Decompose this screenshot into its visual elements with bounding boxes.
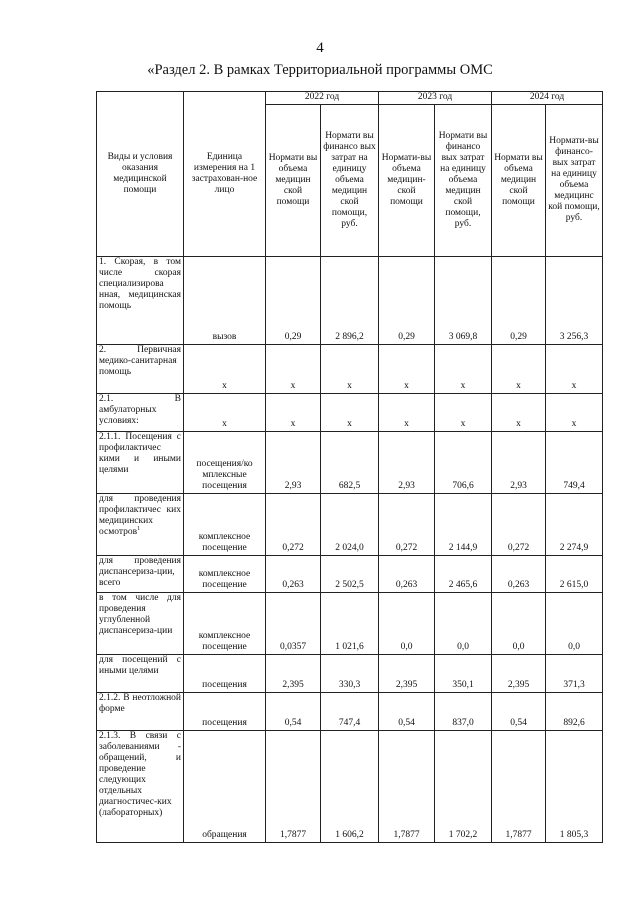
row-c2024: 2 615,0 — [546, 556, 603, 593]
table-row — [97, 731, 603, 843]
row-c2022: 2 502,5 — [321, 556, 379, 593]
row-c2024: 749,4 — [546, 432, 603, 494]
row-unit: обращения — [184, 731, 266, 843]
year-header-row — [97, 92, 603, 105]
header-unit: Единица измерения на 1 застрахован-ное лицо — [184, 92, 266, 257]
row-c2024: 2 274,9 — [546, 494, 603, 556]
row-v2024: х — [492, 394, 546, 432]
row-unit: вызов — [184, 257, 266, 345]
row-c2023: 837,0 — [435, 693, 492, 731]
table-row — [97, 655, 603, 693]
row-v2023: 0,272 — [379, 494, 435, 556]
row-unit: комплексное посещение — [184, 494, 266, 556]
norms-table — [96, 91, 603, 843]
row-c2022: 1 021,6 — [321, 593, 379, 655]
row-v2023: х — [379, 394, 435, 432]
header-year-2023: 2023 год — [379, 92, 492, 105]
row-c2024: 0,0 — [546, 593, 603, 655]
row-v2023: 0,263 — [379, 556, 435, 593]
row-v2024: 0,29 — [492, 257, 546, 345]
row-kind: для посещений с иными целями — [97, 655, 184, 693]
table-row — [97, 345, 603, 394]
row-v2024: 2,395 — [492, 655, 546, 693]
row-kind — [97, 494, 184, 556]
table-row — [97, 556, 603, 593]
row-v2024: х — [492, 345, 546, 394]
row-c2023: х — [435, 345, 492, 394]
table-row — [97, 593, 603, 655]
row-kind: 2.1.1. Посещения с профилактичес кими и иными целями — [97, 432, 184, 494]
row-kind: 2. Первичная медико-санитарная помощь — [97, 345, 184, 394]
row-v2023: 2,395 — [379, 655, 435, 693]
row-v2024: 2,93 — [492, 432, 546, 494]
row-c2022: 330,3 — [321, 655, 379, 693]
row-c2023: 1 702,2 — [435, 731, 492, 843]
row-v2023: 0,54 — [379, 693, 435, 731]
table-row — [97, 432, 603, 494]
row-c2023: 350,1 — [435, 655, 492, 693]
row-v2023: 0,0 — [379, 593, 435, 655]
row-v2024: 0,54 — [492, 693, 546, 731]
row-v2024: 0,263 — [492, 556, 546, 593]
header-year-2022: 2022 год — [266, 92, 379, 105]
row-c2024: 371,3 — [546, 655, 603, 693]
row-v2022: х — [266, 345, 321, 394]
table-row — [97, 257, 603, 345]
row-unit: посещения/ко мплексные посещения — [184, 432, 266, 494]
header-2023-cost: Нормати вы финансо вых затрат на единицу объема медицин ской помощи, руб. — [435, 105, 492, 257]
header-2024-volume: Нормати вы объема медицин ской помощи — [492, 105, 546, 257]
row-kind: для проведения диспансериза-ции, всего — [97, 556, 184, 593]
row-kind: 2.1.2. В неотложной форме — [97, 693, 184, 731]
row-v2024: 1,7877 — [492, 731, 546, 843]
row-c2022: 2 896,2 — [321, 257, 379, 345]
row-c2024: х — [546, 345, 603, 394]
row-v2023: 0,29 — [379, 257, 435, 345]
row-unit: х — [184, 345, 266, 394]
row-kind: в том числе для проведения углубленной диспансериза-ции — [97, 593, 184, 655]
header-2022-cost: Нормати вы финансо вых затрат на единицу объема медицин ской помощи, руб. — [321, 105, 379, 257]
row-c2024: 892,6 — [546, 693, 603, 731]
row-v2022: х — [266, 394, 321, 432]
row-v2024: 0,0 — [492, 593, 546, 655]
row-c2022: 747,4 — [321, 693, 379, 731]
row-c2024: 3 256,3 — [546, 257, 603, 345]
row-c2023: 3 069,8 — [435, 257, 492, 345]
row-c2023: 2 465,6 — [435, 556, 492, 593]
row-c2024: х — [546, 394, 603, 432]
row-v2022: 0,29 — [266, 257, 321, 345]
row-c2023: х — [435, 394, 492, 432]
row-v2022: 2,395 — [266, 655, 321, 693]
row-unit: посещения — [184, 693, 266, 731]
row-v2023: 1,7877 — [379, 731, 435, 843]
row-unit: комплексное посещение — [184, 556, 266, 593]
section-title: «Раздел 2. В рамках Территориальной программы ОМС — [147, 62, 493, 78]
row-kind: 2.1.3. В связи с заболеваниями - обращений, и проведение следующих отдельных диагностичес-ких (лабораторных) — [97, 731, 184, 843]
row-v2023: х — [379, 345, 435, 394]
row-c2024: 1 805,3 — [546, 731, 603, 843]
row-c2022: х — [321, 394, 379, 432]
header-2024-cost: Нормати-вы финансо-вых затрат на единицу объема медицинс кой помощи, руб. — [546, 105, 603, 257]
row-c2022: х — [321, 345, 379, 394]
row-c2023: 0,0 — [435, 593, 492, 655]
row-unit: х — [184, 394, 266, 432]
row-unit: комплексное посещение — [184, 593, 266, 655]
header-year-2024: 2024 год — [492, 92, 603, 105]
table-row — [97, 494, 603, 556]
row-v2024: 0,272 — [492, 494, 546, 556]
row-c2022: 1 606,2 — [321, 731, 379, 843]
row-v2022: 0,263 — [266, 556, 321, 593]
row-c2022: 682,5 — [321, 432, 379, 494]
header-2023-volume: Нормати-вы объема медицин-ской помощи — [379, 105, 435, 257]
row-v2022: 0,272 — [266, 494, 321, 556]
row-kind-text: для проведения профилактичес ких медицинских осмотров — [99, 494, 181, 537]
row-v2022: 2,93 — [266, 432, 321, 494]
footnote-mark: 1 — [137, 525, 141, 532]
row-c2023: 2 144,9 — [435, 494, 492, 556]
row-v2023: 2,93 — [379, 432, 435, 494]
table-row — [97, 693, 603, 731]
row-c2023: 706,6 — [435, 432, 492, 494]
header-2022-volume: Нормати вы объема медицин ской помощи — [266, 105, 321, 257]
row-v2022: 0,0357 — [266, 593, 321, 655]
row-v2022: 0,54 — [266, 693, 321, 731]
header-kind: Виды и условия оказания медицинской помощи — [97, 92, 184, 257]
table-row — [97, 394, 603, 432]
row-unit: посещения — [184, 655, 266, 693]
page-number: 4 — [316, 40, 324, 56]
row-v2022: 1,7877 — [266, 731, 321, 843]
row-c2022: 2 024,0 — [321, 494, 379, 556]
row-kind: 1. Скорая, в том числе скорая специализирова нная, медицинская помощь — [97, 257, 184, 345]
row-kind: 2.1. В амбулаторных условиях: — [97, 394, 184, 432]
